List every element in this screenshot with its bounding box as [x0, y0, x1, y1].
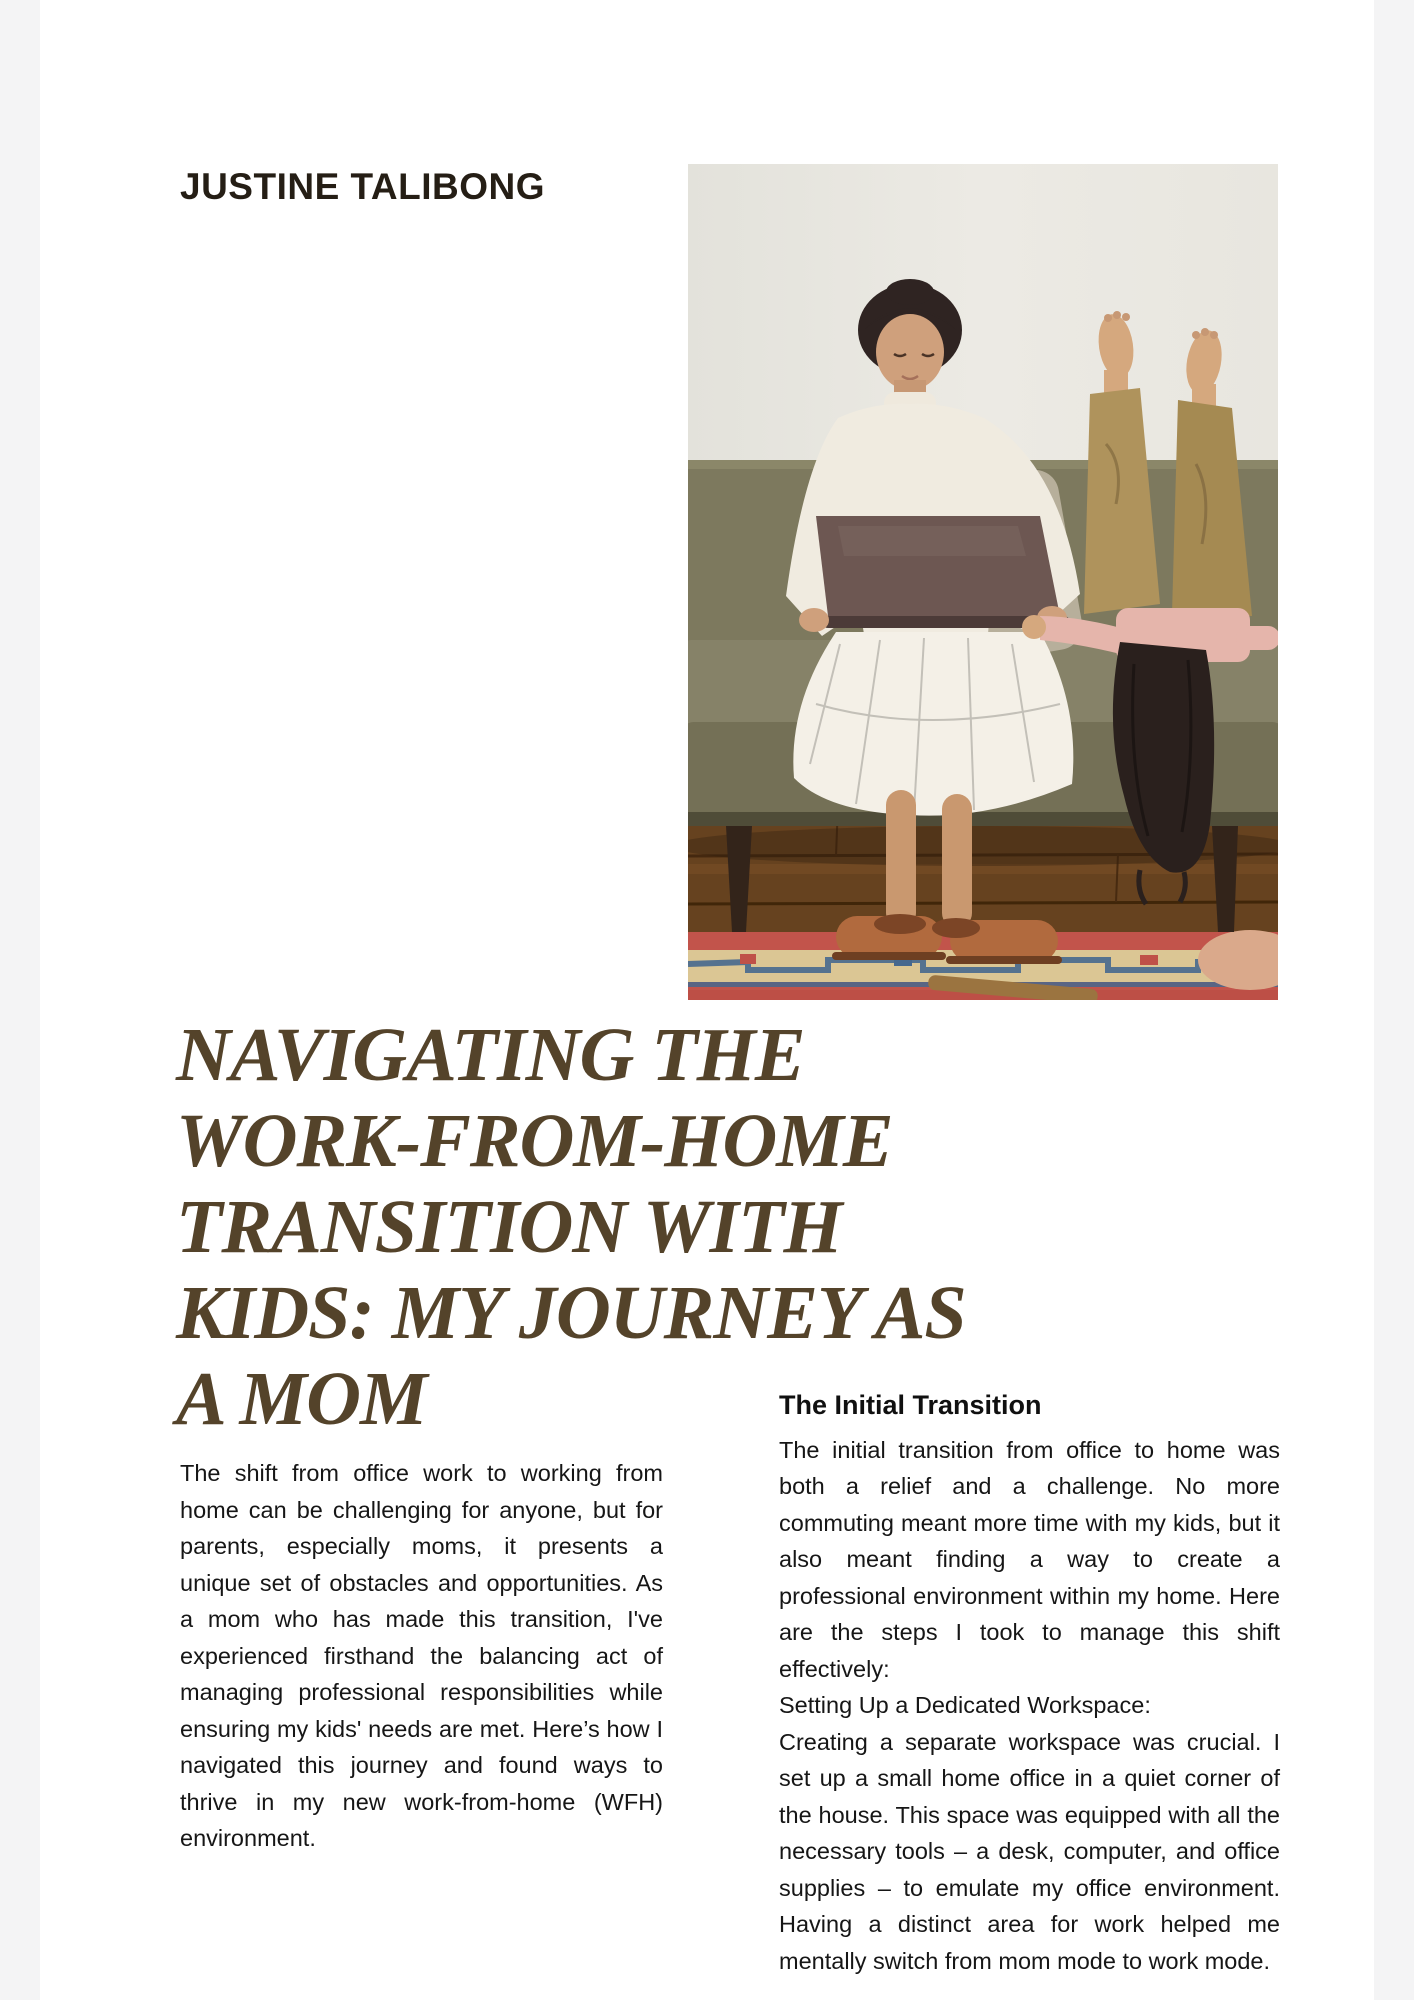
section-subheading: Setting Up a Dedicated Workspace: — [779, 1692, 1151, 1718]
article-title-line: A MOM — [176, 1357, 427, 1441]
intro-paragraph: The shift from office work to working from home can be challenging for anyone, but for parents, especially moms, it presents a unique set of obstacles and opportunities. As a mom who has made this transition, I've experienced firsthand the balancing act of managing professional responsibilities while ensuring my kids' needs are met. Here’s how I navigated this journey and found ways to thrive in my new work-from-home (WFH) environment. — [180, 1460, 663, 1851]
child-arm-right — [1236, 626, 1278, 650]
article-page — [40, 0, 1374, 2000]
article-title-line: WORK-FROM-HOME — [176, 1099, 893, 1183]
woman-hair-bun — [886, 279, 934, 305]
woman-hand-left — [799, 608, 829, 632]
article-title-line: NAVIGATING THE — [176, 1013, 805, 1097]
article-photo — [688, 164, 1278, 1000]
section-heading: The Initial Transition — [779, 1390, 1042, 1420]
intro-column — [180, 1455, 663, 1857]
photo-illustration — [688, 164, 1278, 1000]
woman-shin-right — [942, 794, 972, 928]
article-title-line: KIDS: MY JOURNEY AS — [176, 1271, 966, 1355]
woman-shin-left — [886, 790, 916, 928]
section-paragraph-1: The initial transition from office to home was both a relief and a challenge. No more commuting meant more time with my kids, but it also meant finding a way to create a professional environment within my home. Here are the steps I took to manage this shift effectively: — [779, 1436, 1280, 1682]
section-paragraph-2: Creating a separate workspace was crucial. I set up a small home office in a quiet corner of the house. This space was equipped with all the necessary tools – a desk, computer, and office supplies – to emulate my office environment. Having a distinct area for work helped me mentally switch from mom mode to work mode. — [779, 1728, 1280, 1974]
article-title-line: TRANSITION WITH — [176, 1185, 842, 1269]
section-column — [779, 1387, 1280, 1979]
child-hand — [1022, 615, 1046, 639]
article-title — [176, 1012, 1286, 1442]
author-name: JUSTINE TALIBONG — [180, 166, 545, 207]
